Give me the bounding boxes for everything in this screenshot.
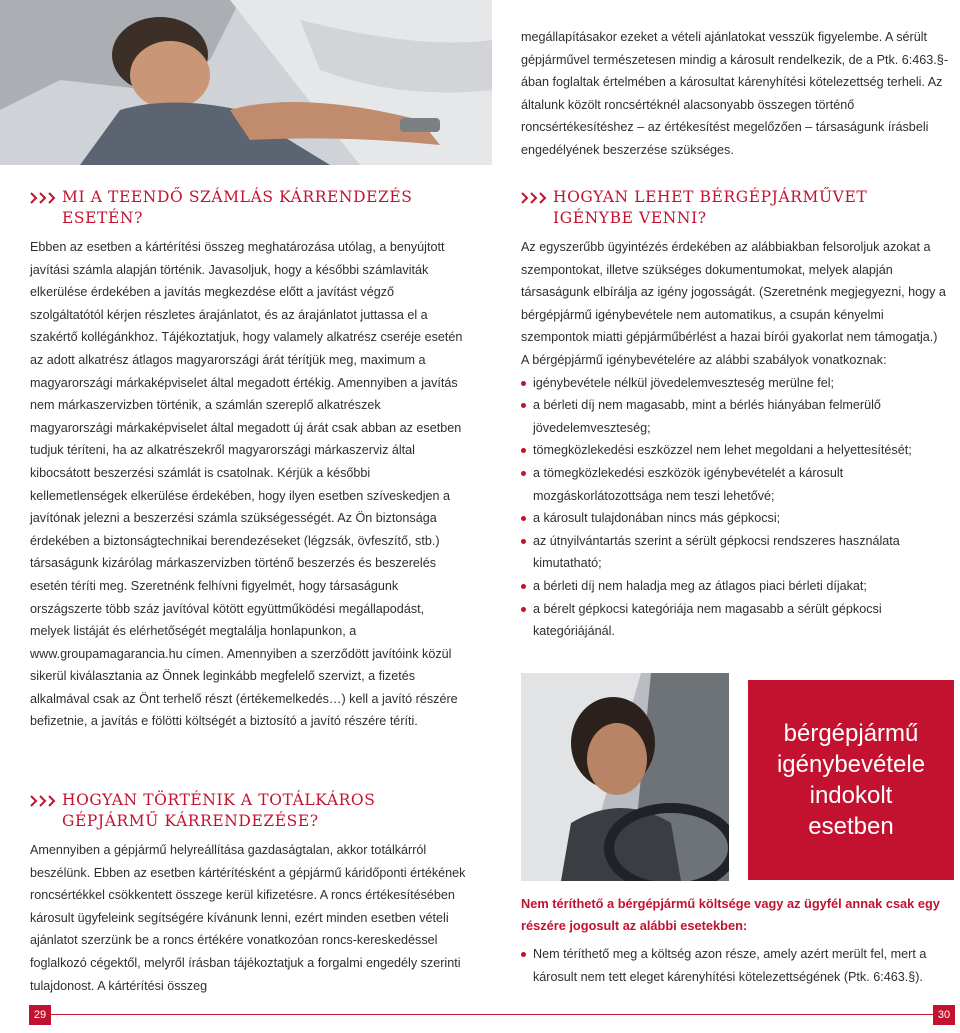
highlight-text: bérgépjármű igénybevétele indokolt esetben xyxy=(776,720,926,840)
list-item: a bérelt gépkocsi kategóriája nem magasabb a sérült gépkocsi kategóriájánál. xyxy=(521,598,955,643)
section-title: HOGYAN TÖRTÉNIK A TOTÁLKÁROS GÉPJÁRMŰ KÁRRENDEZÉSE? xyxy=(62,791,376,830)
right-intro-text: megállapításakor ezeket a vételi ajánlatokat vesszük figyelembe. A sérült gépjárművel természetesen mindig a károsult rendelkezik, de a Ptk. 6:463.§-ában foglaltak értelmében a károsultat kárenyhítési kötelezettség terheli. Az általunk közölt roncsértéknél alacsonyabb összegen történő roncsértékesítéshez – az értékesítést megelőzően – társaságunk írásbeli engedélyének beszerzése szükséges. xyxy=(521,30,949,157)
section-body-szamlas xyxy=(30,236,466,733)
section-intro: Az egyszerűbb ügyintézés érdekében az alábbiakban felsoroljuk azokat a szempontokat, illetve szükséges dokumentumokat, melyek alapján társaságunk elbírálja az igény jogosságát. (Szeretnénk megjegyezni, hogy a bérgépjármű igénybevétele nem automatikus, a csupán kényelmi szempontok miatti gépjárműbérlést a hazai bírói gyakorlat nem támogatja.) xyxy=(521,240,946,345)
list-item: igénybevétele nélkül jövedelemveszteség merülne fel; xyxy=(521,372,955,395)
driver-illustration xyxy=(521,673,729,881)
list-item: Nem téríthető meg a költség azon része, amely azért merült fel, mert a károsult nem tett eleget kárenyhítési kötelezettségének (Ptk. 6:463.§). xyxy=(521,943,955,988)
list-item: tömegközlekedési eszközzel nem lehet megoldani a helyettesítését; xyxy=(521,439,955,462)
list-item: a károsult tulajdonában nincs más gépkocsi; xyxy=(521,507,955,530)
rules-list xyxy=(521,372,955,643)
right-intro-paragraph xyxy=(521,26,955,162)
driver-photo xyxy=(521,673,729,881)
footer-rule xyxy=(51,1014,951,1015)
section-paragraph: Ebben az esetben a kártérítési összeg meghatározása utólag, a benyújtott javítási számla alapján történik. Javasoljuk, hogy a későbbi számlaviták elkerülése érdekében a javítás megkezdése előtt a javítást végző szolgáltatótól kérjen részletes árajánlatot, és az árajánlatot juttassa el a szakértő kollégánkhoz. Tájékoztatjuk, hogy valamely alkatrész cseréje esetén az adott alkatrész átlagos magyarországi árát térítjük meg, maximum a magyarországi márkaképviselet által megadott értékig. Amennyiben a javítás nem márkaszervizben történik, a számlán szereplő alkatrészek magyarországi márkaképviselet által megadott új árát csak abban az esetben tudjuk téríteni, ha az alkatrészekről magyarországi márkaszerviz által kibocsátott beszerzési számlát is csatolnak. Kérjük a későbbi kellemetlenségek elkerülése érdekében, hogy ilyen esetben szíveskedjen a javítónak jelezni a beszerzési számla szükségességét. Az Ön biztonsága érdekében a biztonságtechnikai berendezéseket (légzsák, övfeszítő, stb.) társaságunk kizárólag márkaszervizben történő beszerzés és beszerelés esetén téríti meg. Szeretnénk felhívni figyelmét, hogy társaságunk országszerte több száz javítóval kötött együttműködési megállapodást, melyek listáját és elérhetőségét megtalálja honlapunkon, a www.groupamagarancia.hu címen. Amennyiben a szerződött javítóink közül sikerül kiválasztania az Önnek leginkább megfelelő szervizt, a fizetés alkalmával csak az Önt terhelő részt (értékemelkedés…) kell a javító részére befizetnie, a javítás e fölötti költségét a biztosító a javító részére téríti. xyxy=(30,240,463,729)
triple-chevron-icon xyxy=(521,190,553,211)
section-heading-totalkar xyxy=(30,790,466,832)
list-item: a bérleti díj nem haladja meg az átlagos piaci bérleti díjakat; xyxy=(521,575,955,598)
rules-intro: A bérgépjármű igénybevételére az alábbi szabályok vonatkoznak: xyxy=(521,352,887,367)
section-paragraph: Amennyiben a gépjármű helyreállítása gazdaságtalan, akkor totálkárról beszélünk. Ebben az esetben kártérítésként a gépjármű káridőponti értékének roncsértékkel csökkentett összege kerül kifizetésre. A roncs értékesítésében károsult ügyfeleink segítségére kívánunk lenni, ezért minden esetben vételi ajánlatot szerzünk be a roncs értékére vonatkozóan roncs-kereskedéssel foglalkozó cégektől, melyről írásban tájékoztatjuk a forgalmi engedély szerinti tulajdonost. A kártérítési összeg xyxy=(30,843,466,993)
exception-note-title: Nem téríthető a bérgépjármű költsége vagy az ügyfél annak csak egy részére jogosult az alábbi esetekben: xyxy=(521,896,940,933)
list-item: a tömegközlekedési eszközök igénybevételét a károsult mozgáskorlátozottsága nem teszi lehetővé; xyxy=(521,462,955,507)
mechanic-illustration xyxy=(0,0,492,165)
mechanic-photo xyxy=(0,0,492,165)
section-title: HOGYAN LEHET BÉRGÉPJÁRMŰVET IGÉNYBE VENNI? xyxy=(553,188,868,227)
section-body-totalkar xyxy=(30,839,466,997)
section-title: MI A TEENDŐ SZÁMLÁS KÁRRENDEZÉS ESETÉN? xyxy=(62,188,413,227)
highlight-box xyxy=(748,680,954,880)
list-item: az útnyilvántartás szerint a sérült gépkocsi rendszeres használata kimutatható; xyxy=(521,530,955,575)
exception-list xyxy=(521,943,955,988)
triple-chevron-icon xyxy=(30,793,62,814)
page-number-right: 30 xyxy=(933,1005,955,1025)
page-number-left: 29 xyxy=(29,1005,51,1025)
section-heading-bergepjarmu xyxy=(521,187,955,229)
section-heading-szamlas xyxy=(30,187,466,229)
section-body-bergepjarmu xyxy=(521,236,955,643)
list-item: a bérleti díj nem magasabb, mint a bérlés hiányában felmerülő jövedelemveszteség; xyxy=(521,394,955,439)
triple-chevron-icon xyxy=(30,190,62,211)
